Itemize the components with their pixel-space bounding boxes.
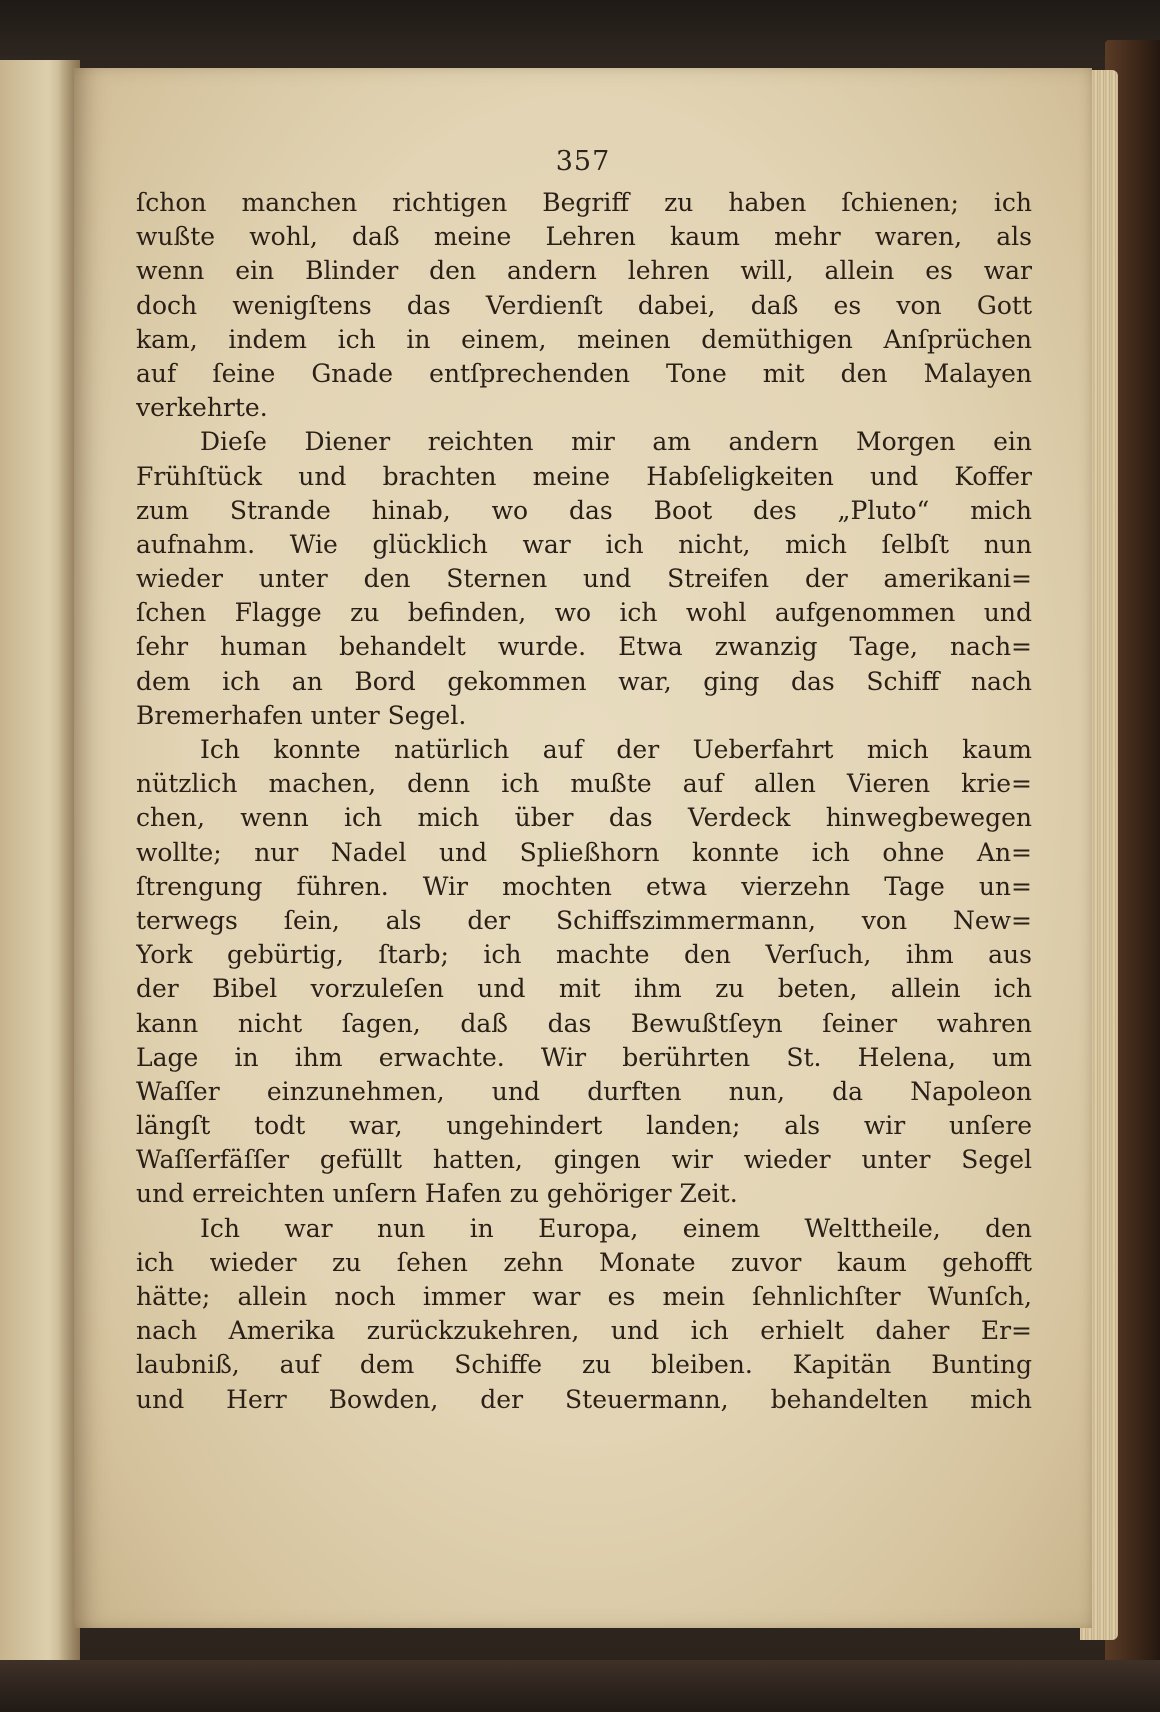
text-line: der Bibel vorzuleſen und mit ihm zu beten, allein ich bbox=[136, 974, 1032, 1004]
text-line: nach Amerika zurückzukehren, und ich erhielt daher Er= bbox=[136, 1316, 1032, 1346]
text-line: nützlich machen, denn ich mußte auf allen Vieren krie= bbox=[136, 769, 1032, 799]
text-line: und Herr Bowden, der Steuermann, behandelten mich bbox=[136, 1384, 1032, 1414]
background-bottom bbox=[0, 1660, 1160, 1712]
text-line: wenn ein Blinder den andern lehren will, allein es war bbox=[136, 256, 1032, 286]
text-line: Waſſer einzunehmen, und durften nun, da Napoleon bbox=[136, 1076, 1032, 1106]
text-line: ſtrengung führen. Wir mochten etwa vierzehn Tage un= bbox=[136, 871, 1032, 901]
page-text bbox=[136, 186, 1032, 1417]
text-line: längſt todt war, ungehindert landen; als wir unſere bbox=[136, 1111, 1032, 1141]
text-line: aufnahm. Wie glücklich war ich nicht, mich ſelbſt nun bbox=[136, 529, 1032, 559]
text-line: Frühſtück und brachten meine Habſeligkeiten und Koffer bbox=[136, 461, 1032, 491]
text-line: York gebürtig, ſtarb; ich machte den Verſuch, ihm aus bbox=[136, 940, 1032, 970]
text-line: Bremerhafen unter Segel. bbox=[136, 700, 467, 730]
text-line: Ich war nun in Europa, einem Welttheile, den bbox=[200, 1213, 1032, 1243]
text-line: doch wenigſtens das Verdienſt dabei, daß es von Gott bbox=[136, 290, 1032, 320]
text-line: Ich konnte natürlich auf der Ueberfahrt mich kaum bbox=[200, 735, 1032, 764]
text-line: laubniß, auf dem Schiffe zu bleiben. Kapitän Bunting bbox=[136, 1350, 1032, 1380]
background-top bbox=[0, 0, 1160, 60]
text-line: auf ſeine Gnade entſprechenden Tone mit den Malayen bbox=[136, 358, 1032, 388]
text-line: ſchen Flagge zu befinden, wo ich wohl aufgenommen und bbox=[136, 598, 1032, 628]
text-line: und erreichten unſern Hafen zu gehöriger Zeit. bbox=[136, 1179, 738, 1209]
text-line: ſchon manchen richtigen Begriff zu haben ſchienen; ich bbox=[136, 188, 1032, 217]
text-line: ſehr human behandelt wurde. Etwa zwanzig Tage, nach= bbox=[136, 632, 1032, 662]
text-line: chen, wenn ich mich über das Verdeck hinwegbewegen bbox=[136, 803, 1032, 833]
page-number: 357 bbox=[555, 146, 611, 177]
text-line: wollte; nur Nadel und Spließhorn konnte ich ohne An= bbox=[136, 837, 1032, 867]
text-line: wieder unter den Sternen und Streifen der amerikani= bbox=[136, 564, 1032, 594]
text-line: Waſſerfäſſer gefüllt hatten, gingen wir wieder unter Segel bbox=[136, 1145, 1032, 1175]
text-line: zum Strande hinab, wo das Boot des „Pluto“ mich bbox=[136, 495, 1032, 525]
text-line: Lage in ihm erwachte. Wir berührten St. Helena, um bbox=[136, 1042, 1032, 1072]
text-line: wußte wohl, daß meine Lehren kaum mehr waren, als bbox=[136, 222, 1032, 252]
book-page bbox=[74, 68, 1092, 1628]
text-line: dem ich an Bord gekommen war, ging das Schiff nach bbox=[136, 666, 1032, 696]
text-line: verkehrte. bbox=[136, 393, 268, 423]
text-line: Dieſe Diener reichten mir am andern Morgen ein bbox=[200, 427, 1032, 457]
text-line: hätte; allein noch immer war es mein ſehnlichſter Wunſch, bbox=[136, 1282, 1032, 1311]
text-line: terwegs ſein, als der Schiffszimmermann, von New= bbox=[136, 905, 1032, 935]
text-line: ich wieder zu ſehen zehn Monate zuvor kaum gehofft bbox=[136, 1247, 1032, 1277]
text-line: kann nicht ſagen, daß das Bewußtſeyn ſeiner wahren bbox=[136, 1008, 1032, 1038]
text-line: kam, indem ich in einem, meinen demüthigen Anſprüchen bbox=[136, 324, 1032, 354]
